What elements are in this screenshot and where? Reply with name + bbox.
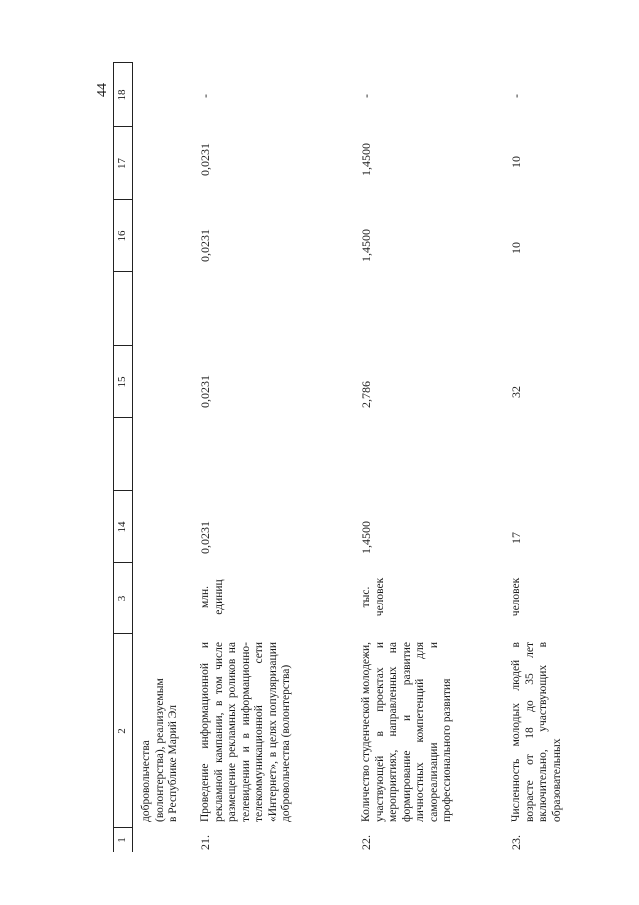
row-22-col18: -: [359, 94, 373, 98]
row-21-unit: млн. единиц: [199, 579, 225, 615]
row-22-number: 22.: [359, 835, 373, 850]
row-21-col14: 0,0231: [198, 521, 212, 554]
header-col-18: 18: [116, 89, 128, 101]
continuation-text: добровольчества (волонтерства), реализуемым в Республике Марий Эл: [140, 678, 179, 822]
table-top-rule: [113, 62, 114, 852]
header-col-17: 17: [116, 158, 128, 169]
row-23-col17: 10: [509, 156, 523, 168]
header-col-14: 14: [116, 521, 128, 533]
table-header-rule: [132, 62, 133, 852]
row-23-col14: 17: [509, 532, 523, 544]
header-col-2: 2: [116, 728, 128, 734]
row-22-unit: тыс. человек: [360, 577, 386, 617]
row-23-unit: человек: [510, 577, 522, 617]
row-22-name: Количество студенческой молодежи, участвующей в проектах и мероприятиях, направленных на формирование и развитие личностных компетенций для самореализации и профессионального развития: [360, 641, 453, 822]
row-21-col15: 0,0231: [198, 375, 212, 408]
row-23-col16: 10: [509, 242, 523, 254]
row-21-col17: 0,0231: [198, 143, 212, 176]
row-22-col15: 2,786: [359, 381, 373, 408]
row-22-col14: 1,4500: [359, 521, 373, 554]
page-number: 44: [95, 83, 110, 97]
row-22-col17: 1,4500: [359, 143, 373, 176]
header-col-3: 3: [116, 595, 128, 602]
row-23-col15: 32: [509, 386, 523, 398]
rotated-table: [113, 62, 593, 852]
row-22-col16: 1,4500: [359, 229, 373, 262]
header-col-15: 15: [116, 376, 128, 388]
row-21-name: Проведение информационной и рекламной кампании, в том числе размещение рекламных роликов на телевидении и в информационно-телекоммуникационной сети «Интернет», в целях популяризации добровольчества (волонтерства): [199, 642, 292, 822]
header-col-1: 1: [116, 837, 128, 843]
row-23-name: Численность молодых людей в возрасте от 18 до 35 лет включительно, участвующих в образовательных: [510, 642, 563, 822]
row-23-col18: -: [509, 94, 523, 98]
row-21-number: 21.: [198, 835, 212, 850]
row-21-col16: 0,0231: [198, 229, 212, 262]
header-col-16: 16: [116, 230, 128, 242]
row-21-col18: -: [198, 94, 212, 98]
row-23-number: 23.: [509, 835, 523, 850]
